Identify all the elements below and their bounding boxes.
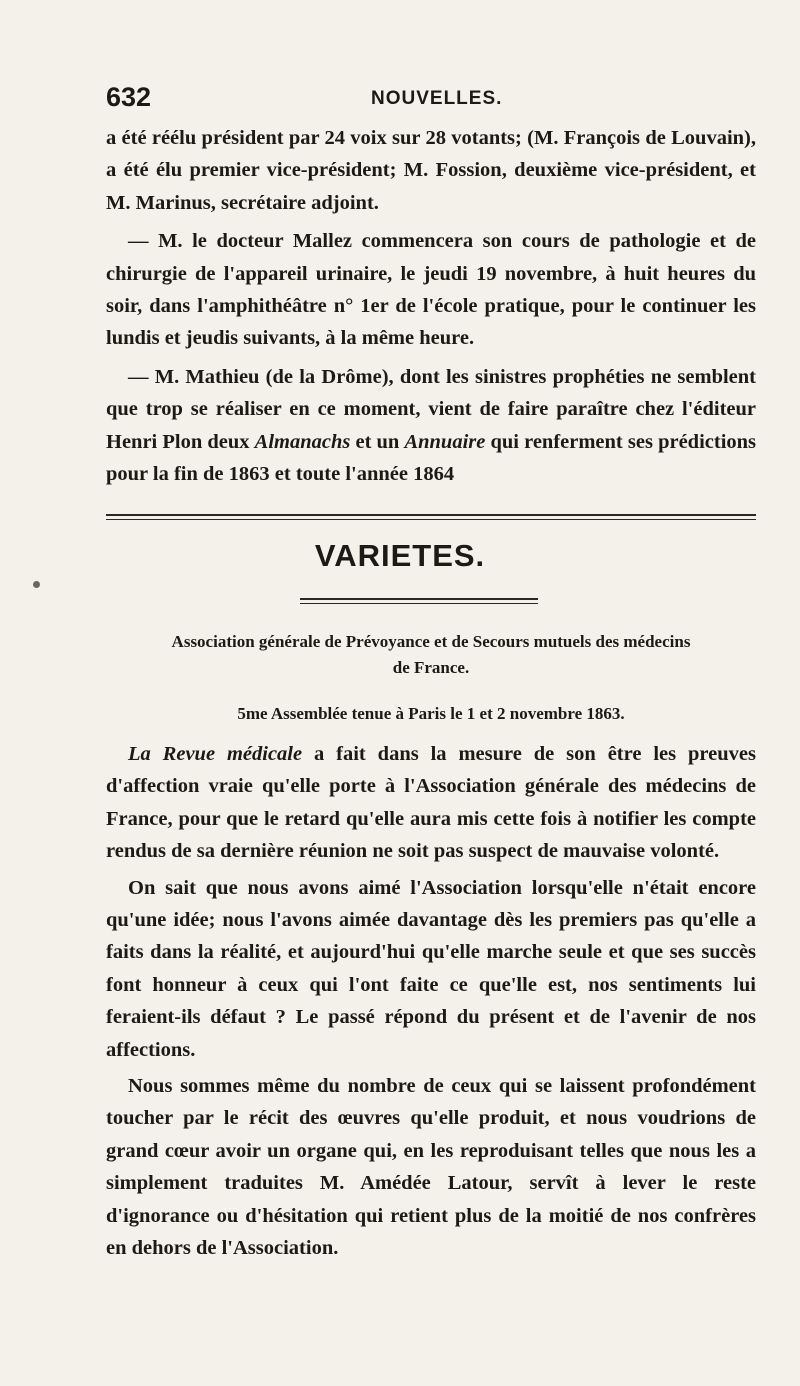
news-paragraph-election: a été réélu président par 24 voix sur 28 votants; (M. François de Louvain), a été élu premier vice-président; M. Fossion, deuxième vice-président, et M. Marinus, secrétaire adjoint. xyxy=(106,127,756,214)
news-paragraph-mallez: — M. le docteur Mallez commencera son cours de pathologie et de chirurgie de l'appareil urinaire, le jeudi 19 novembre, à huit heures du soir, dans l'amphithéâtre n° 1er de l'école pratique, pour le continuer les lundis et jeudis suivants, à la même heure. xyxy=(106,230,756,350)
mathieu-text-2: et un xyxy=(350,430,405,453)
body-paragraph-2: On sait que nous avons aimé l'Association lorsqu'elle n'était encore qu'une idée; nous l'avons aimée davantage dès les premiers pas qu'elle a faits dans la réalité, et aujourd'hui qu'elle marche seule et que ses succès font honneur à ceux qui l'ont faite ce que'lle est, nos sentiments lui feraient-ils défaut ? Le passé répond du présent et de l'avenir de nos affections. xyxy=(106,876,756,1061)
revue-medicale-title: La Revue médicale xyxy=(128,743,303,765)
association-title xyxy=(106,629,756,681)
page-header xyxy=(106,82,756,116)
title-underline xyxy=(300,598,538,604)
body-paragraph-1-text: a fait dans la mesure de son être les preuves d'affection vraie qu'elle porte à l'Association générale des médecins de France, pour que le retard qu'elle aura mis cette fois à notifier les compte rendus de sa dernière réunion ne soit pas suspect de mauvaise volonté. xyxy=(106,743,756,863)
section-divider xyxy=(106,514,756,520)
mathieu-italic-annuaire: Annuaire xyxy=(404,430,486,453)
news-section xyxy=(106,122,756,490)
section-title: VARIETES. xyxy=(314,538,486,573)
news-paragraph-mathieu xyxy=(106,361,756,491)
page-number: 632 xyxy=(106,82,152,112)
running-head: NOUVELLES. xyxy=(371,88,503,109)
mathieu-text-1: — M. Mathieu (de la Drôme), dont les sinistres prophéties ne semblent que trop se réaliser en ce moment, vient de faire paraître chez l'éditeur Henri Plon deux xyxy=(106,365,756,453)
article-body xyxy=(106,738,756,1265)
body-paragraph-3: Nous sommes même du nombre de ceux qui se laissent profondément toucher par le récit des œuvres qu'elle produit, et nous voudrions de grand cœur avoir un organe qui, en les reproduisant telles que nous les a simplement traduites M. Amédée Latour, servît à lever le reste d'ignorance ou d'hésitation qui retient plus de la moitié de nos confrères en dehors de l'Association. xyxy=(106,1075,756,1260)
body-paragraph-1 xyxy=(106,738,756,868)
mathieu-text-3: qui renferment ses prédictions pour la fin de 1863 et toute l'année 1864 xyxy=(106,430,757,486)
mathieu-italic-almanachs: Almanachs xyxy=(254,430,351,453)
association-title-line1: Association générale de Prévoyance et de Secours mutuels des médecins xyxy=(171,632,691,651)
association-title-line2: de France. xyxy=(392,658,470,677)
assembly-subtitle: 5me Assemblée tenue à Paris le 1 et 2 novembre 1863. xyxy=(237,704,625,723)
margin-dot xyxy=(33,581,40,588)
